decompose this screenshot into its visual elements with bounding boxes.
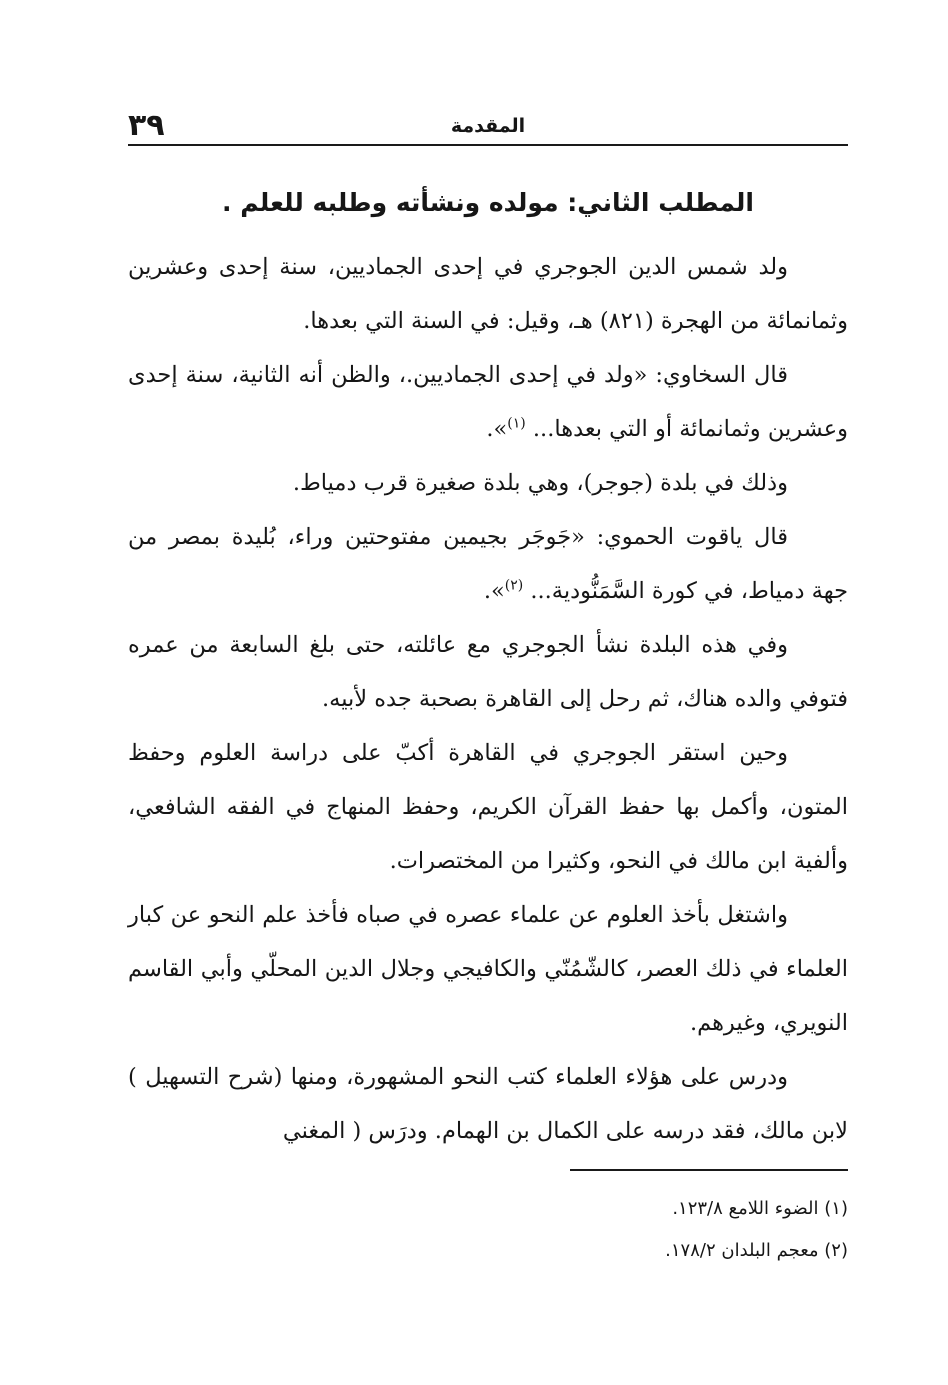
footnote-ref: (١) [507,415,526,432]
paragraph [128,1050,848,1158]
paragraph-text: واشتغل بأخذ العلوم عن علماء عصره في صباه فأخذ علم النحو عن كبار العلماء في ذلك العصر، كالشّمُنّي والكافيجي وجلال الدين المحلّي وأبي القاسم النويري، وغيرهم. [128,902,848,1036]
paragraph-text: ودرس على هؤلاء العلماء كتب النحو المشهورة، ومنها (شرح التسهيل ) لابن مالك، فقد درسه على الكمال بن الهمام. ودرَس ( المغني [128,1064,848,1144]
paragraph-text: وفي هذه البلدة نشأ الجوجري مع عائلته، حتى بلغ السابعة من عمره فتوفي والده هناك، ثم رحل إلى القاهرة بصحبة جده لأبيه. [128,632,848,712]
paragraph [128,348,848,456]
header-rule [128,144,848,146]
page-number: ٣٩ [128,108,165,143]
page-header [128,110,848,146]
body-text [128,240,848,1158]
paragraph-text: قال ياقوت الحموي: «جَوجَر بجيمين مفتوحتين وراء، بُليدة بمصر من جهة دمياط، في كورة السَّمَنُّودية... [128,524,848,604]
footnote: (٢) معجم البلدان ١٧٨/٢. [665,1240,848,1261]
paragraph-text: ولد شمس الدين الجوجري في إحدى الجماديين، سنة إحدى وعشرين وثمانمائة من الهجرة (٨٢١) هـ، وقيل: في السنة التي بعدها. [128,254,848,334]
paragraph-tail: ». [483,578,505,604]
paragraph [128,510,848,618]
footnotes [128,1188,848,1272]
paragraph [128,618,848,726]
footnote: (١) الضوء اللامع ١٢٣/٨. [672,1198,848,1219]
paragraph [128,456,848,510]
paragraph-tail: ». [486,416,508,442]
paragraph [128,240,848,348]
paragraph [128,888,848,1050]
paragraph-text: قال السخاوي: «ولد في إحدى الجماديين.، والظن أنه الثانية، سنة إحدى وعشرين وثمانمائة أو التي بعدها... [128,362,848,442]
paragraph-text: وحين استقر الجوجري في القاهرة أكبّ على دراسة العلوم وحفظ المتون، وأكمل بها حفظ القرآن الكريم، وحفظ المنهاج في الفقه الشافعي، وألفية ابن مالك في النحو، وكثيرا من المختصرات. [128,740,848,874]
footnote-ref: (٢) [504,577,524,594]
section-heading: المطلب الثاني: مولده ونشأته وطلبه للعلم . [222,188,754,217]
paragraph [128,726,848,888]
footnote-rule [570,1169,848,1171]
paragraph-text: وذلك في بلدة (جوجر)، وهي بلدة صغيرة قرب دمياط. [292,470,788,496]
running-title: المقدمة [450,115,526,137]
